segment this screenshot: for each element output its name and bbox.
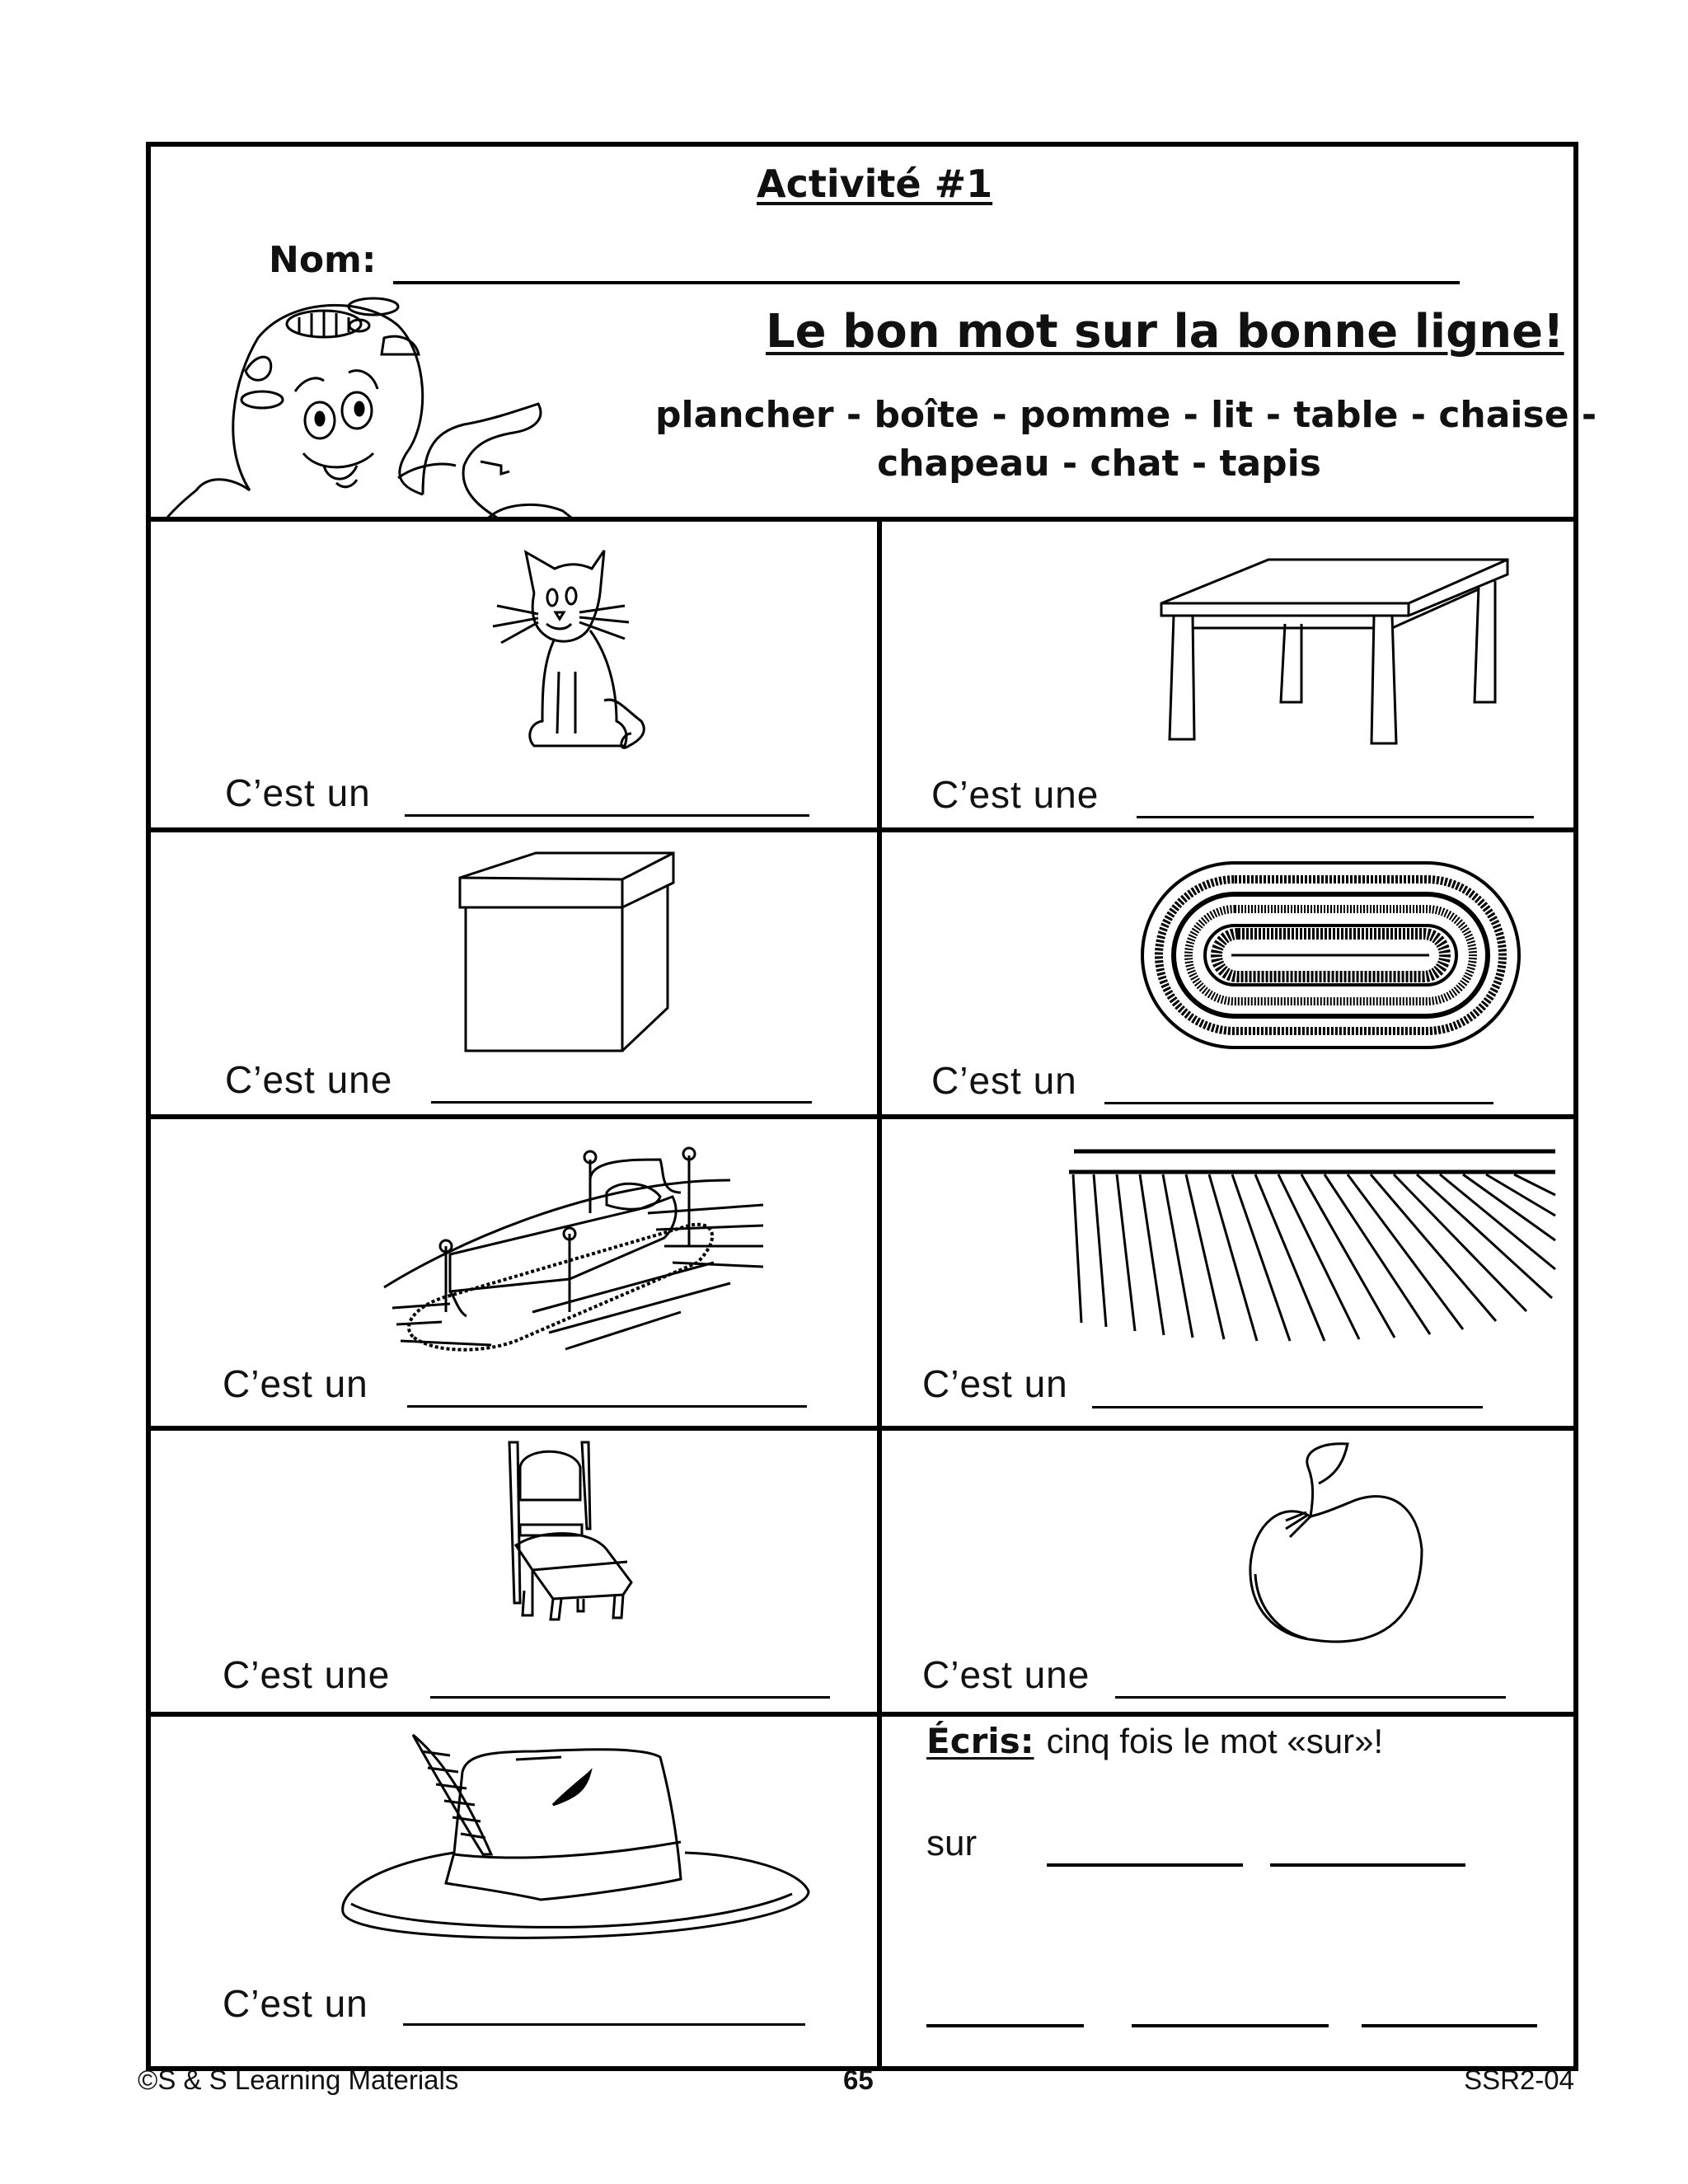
cat-icon [493,548,663,748]
sur-blank-1[interactable] [1047,1863,1243,1867]
writing-heading: Écris: [926,1721,1034,1761]
cell-2-answer-line[interactable] [1137,816,1534,818]
cell-2-prompt: C’est une [931,773,1100,816]
bed-icon [384,1147,766,1353]
box-icon [457,851,678,1052]
row-divider-2 [146,1114,1578,1119]
column-divider [877,517,882,2071]
cell-3-prompt: C’est une [225,1058,393,1101]
activity-title: Activité #1 [757,162,993,206]
instruction-title: Le bon mot sur la bonne ligne! [766,305,1564,359]
sur-blank-4[interactable] [1132,2024,1329,2027]
row-divider-3 [146,1426,1578,1431]
cell-9-answer-line[interactable] [403,2023,805,2026]
name-input-line[interactable] [393,281,1460,284]
cell-5-prompt: C’est un [223,1362,368,1405]
cell-4-answer-line[interactable] [1104,1102,1493,1104]
apple-icon [1249,1442,1423,1643]
word-bank-line-2: chapeau - chat - tapis [877,443,1321,485]
writing-instruction: cinq fois le mot «sur»! [1046,1722,1384,1760]
sur-blank-5[interactable] [1362,2024,1537,2027]
cell-6-answer-line[interactable] [1092,1406,1483,1408]
cell-3-answer-line[interactable] [431,1101,812,1104]
cell-7-prompt: C’est une [223,1653,391,1696]
cell-1-answer-line[interactable] [405,814,809,817]
cell-5-answer-line[interactable] [407,1405,807,1408]
cell-4-prompt: C’est un [931,1059,1077,1102]
hat-icon [339,1739,809,1939]
cell-9-prompt: C’est un [223,1982,368,2025]
sur-blank-2[interactable] [1270,1863,1465,1867]
cell-6-prompt: C’est un [922,1362,1068,1405]
cell-1-prompt: C’est un [225,771,371,814]
writing-exercise [926,1721,1383,1761]
chair-icon [508,1438,632,1620]
product-code: SSR2-04 [1464,2064,1574,2095]
example-word: sur [926,1823,978,1863]
copyright: ©S & S Learning Materials [138,2064,459,2095]
row-divider-4 [146,1712,1578,1717]
octopus-icon [151,288,579,518]
page-number: 65 [843,2064,874,2095]
table-icon [1161,558,1507,743]
cell-7-answer-line[interactable] [430,1696,830,1699]
floor-icon [1069,1150,1557,1347]
cell-8-prompt: C’est une [922,1653,1090,1696]
word-bank-line-1: plancher - boîte - pomme - lit - table - chaise - [655,394,1597,436]
name-label: Nom: [269,239,377,281]
row-divider-1 [146,827,1578,832]
sur-blank-3[interactable] [926,2024,1084,2027]
cell-8-answer-line[interactable] [1115,1696,1506,1699]
rug-icon [1141,861,1521,1049]
